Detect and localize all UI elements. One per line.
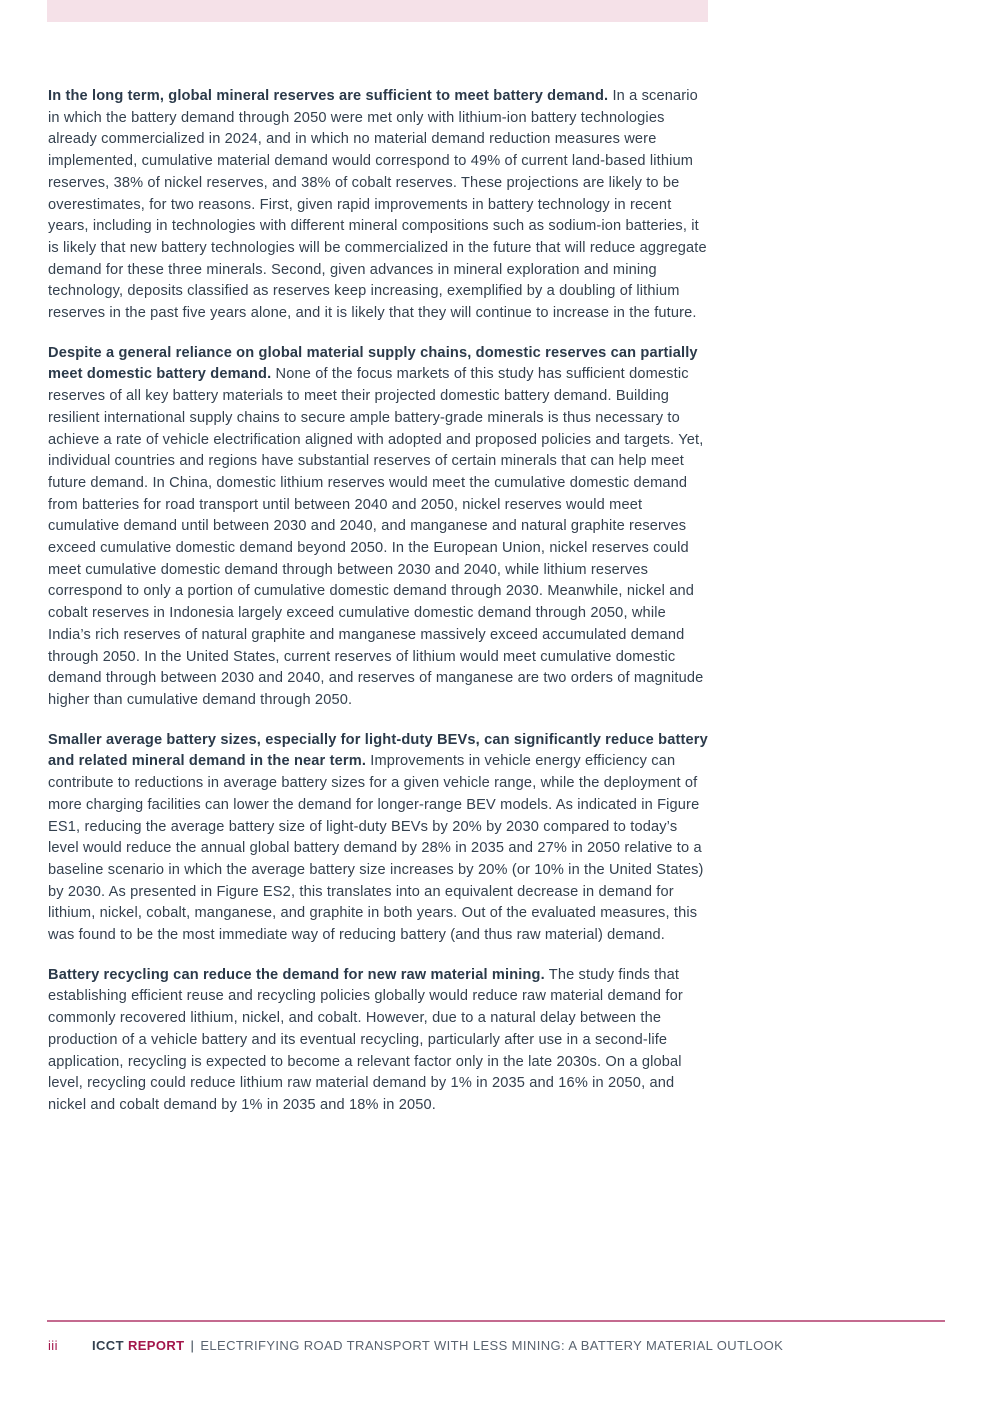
paragraph-recycling — [48, 965, 712, 1117]
footer-title: ELECTRIFYING ROAD TRANSPORT WITH LESS MINING: A BATTERY MATERIAL OUTLOOK — [200, 1338, 784, 1353]
top-highlight-band — [47, 0, 708, 22]
paragraph-lead: Battery recycling can reduce the demand for new raw material mining. — [48, 966, 545, 983]
paragraph-body: Improvements in vehicle energy efficiency can contribute to reductions in average battery sizes for a given vehicle range, while the deployment of more charging facilities can lower the demand for longer-range BEV models. As indicated in Figure ES1, reducing the average battery size of light-duty BEVs by 20% by 2030 compared to today’s level would reduce the annual global battery demand by 28% in 2035 and 27% in 2050 relative to a baseline scenario in which the average battery size increases by 20% (or 10% in the United States) by 2030. As presented in Figure ES2, this translates into an equivalent decrease in demand for lithium, nickel, cobalt, manganese, and graphite in both years. Out of the evaluated measures, this was found to be the most immediate way of reducing battery (and thus raw material) demand. — [48, 753, 704, 944]
paragraph-lead: Smaller average battery sizes, especially for light-duty BEVs, can significantly reduce battery and related mineral demand in the near term. — [48, 731, 708, 770]
footer-report-label: REPORT — [127, 1338, 185, 1353]
page-number: iii — [48, 1338, 58, 1353]
paragraph-global-reserves — [48, 86, 712, 325]
footer-org: ICCT — [92, 1338, 124, 1353]
paragraph-domestic-reserves — [48, 343, 712, 712]
paragraph-lead: Despite a general reliance on global material supply chains, domestic reserves can partially meet domestic battery demand. — [48, 344, 698, 383]
paragraph-body: The study finds that establishing efficient reuse and recycling policies globally would reduce raw material demand for commonly recovered lithium, nickel, and cobalt. However, due to a natural delay between the production of a vehicle battery and its eventual recycling, particularly after use in a second-life application, recycling is expected to become a relevant factor only in the late 2030s. On a global level, recycling could reduce lithium raw material demand by 1% in 2035 and 16% in 2050, and nickel and cobalt demand by 1% in 2035 and 18% in 2050. — [48, 966, 683, 1113]
paragraph-battery-sizes — [48, 730, 712, 947]
paragraph-lead: In the long term, global mineral reserves are sufficient to meet battery demand. — [48, 88, 609, 104]
footer-separator: | — [190, 1338, 195, 1353]
body-text — [48, 86, 712, 1135]
footer-divider — [47, 1320, 945, 1322]
paragraph-body: None of the focus markets of this study has sufficient domestic reserves of all key battery materials to meet their projected domestic battery demand. Building resilient international supply chains to secure ample battery-grade minerals is thus necessary to achieve a rate of vehicle electrification aligned with adopted and proposed policies and targets. Yet, individual countries and regions have substantial reserves of certain minerals that can help meet future demand. In China, domestic lithium reserves would meet the cumulative domestic demand from batteries for road transport until between 2040 and 2050, nickel reserves would meet cumulative demand until between 2030 and 2040, and manganese and natural graphite reserves exceed cumulative domestic demand beyond 2050. In the European Union, nickel reserves could meet cumulative domestic demand through between 2030 and 2040, while lithium reserves correspond to only a portion of cumulative domestic demand through 2030. Meanwhile, nickel and cobalt reserves in Indonesia largely exceed cumulative domestic demand through 2050, while India’s rich reserves of natural graphite and manganese massively exceed accumulated demand through 2050. In the United States, current reserves of lithium would meet cumulative domestic demand through between 2030 and 2040, and reserves of manganese are two orders of magnitude higher than cumulative demand through 2050. — [48, 366, 704, 708]
paragraph-body: In a scenario in which the battery demand through 2050 were met only with lithium-ion battery technologies already commercialized in 2024, and in which no material demand reduction measures were implemented, cumulative material demand would correspond to 49% of current land-based lithium reserves, 38% of nickel reserves, and 38% of cobalt reserves. These projections are likely to be overestimates, for two reasons. First, given rapid improvements in battery technology in recent years, including in technologies with different mineral compositions such as sodium-ion batteries, it is likely that new battery technologies will be commercialized in the future that will reduce aggregate demand for these three minerals. Second, given advances in mineral exploration and mining technology, deposits classified as reserves keep increasing, exemplified by a doubling of lithium reserves in the past five years alone, and it is likely that they will continue to increase in the future. — [48, 88, 707, 322]
page-footer — [48, 1338, 783, 1353]
